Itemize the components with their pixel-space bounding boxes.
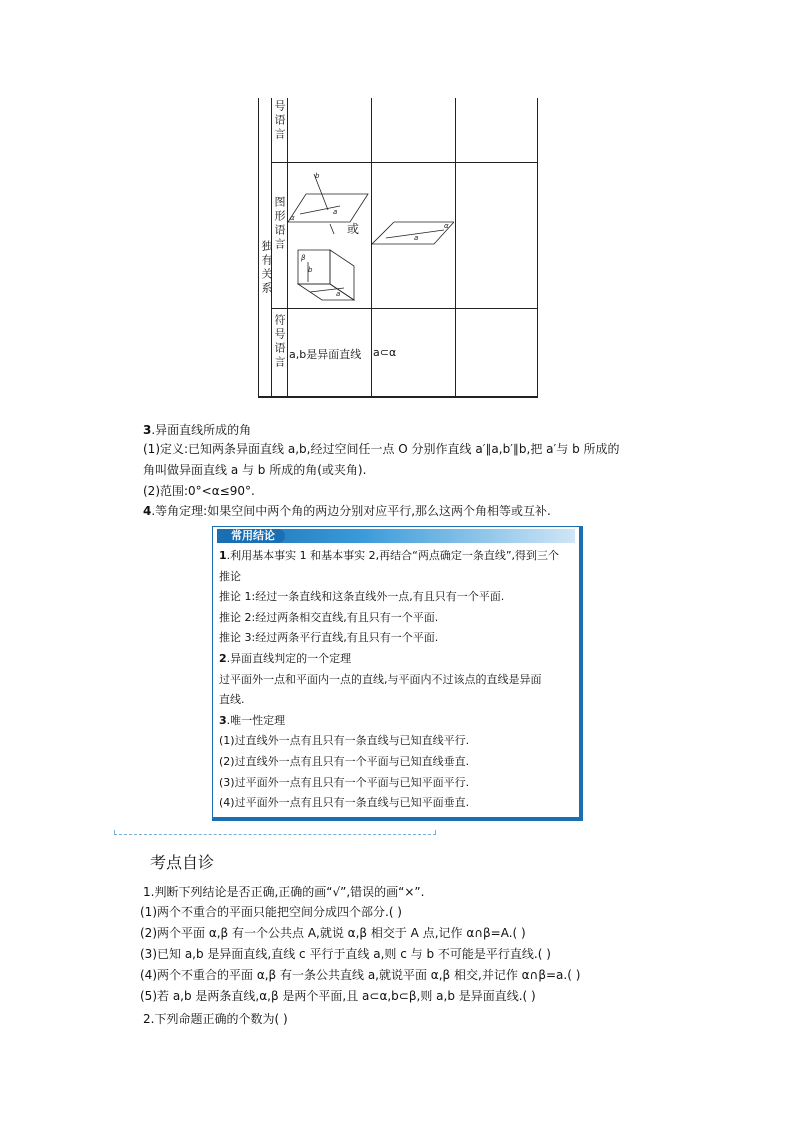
judgement-item: (5)若 a,b 是两条直线,α,β 是两个平面,且 a⊂α,b⊂β,则 a,b 是异面直线.( ) [140,989,536,1003]
label-b: b [315,172,320,180]
box-line: (2)过直线外一点有且只有一个平面与已知直线垂直. [219,755,470,768]
language-table [258,98,538,398]
box-line: 推论 2:经过两条相交直线,有且只有一个平面. [219,610,439,624]
label-a: a [336,290,341,298]
box-line: 过平面外一点和平面内一点的直线,与平面内不过该点的直线是异面 [219,672,542,686]
label-alpha: α [290,214,295,222]
section3-definition: (1)定义:已知两条异面直线 a,b,经过空间任一点 O 分别作直线 a′∥a,b′∥b,把 a′与 b 所成的 [143,442,620,456]
box-header-label: 常用结论 [221,529,285,543]
row-label-figure: 图形语言 [273,196,286,252]
row3-col2: a⊂α [373,346,397,359]
judgement-item: (4)两个不重合的平面 α,β 有一条公共直线 a,就说平面 α,β 相交,并记作 α∩β=a.( ) [140,968,581,982]
label-alpha: α [444,222,449,230]
box-line: (4)过平面外一点有且只有一条直线与已知平面垂直. [219,796,470,810]
question-1: 1.判断下列结论是否正确,正确的画“√”,错误的画“×”. [143,885,425,899]
box-line: (3)过平面外一点有且只有一个平面与已知平面平行. [219,775,470,789]
label-a: a [333,208,338,216]
judgement-item: (1)两个不重合的平面只能把空间分成四个部分.( ) [140,905,402,919]
section-divider [114,830,436,835]
section3-range: (2)范围:0°<α≤90°. [143,484,255,498]
judgement-item: (3)已知 a,b 是异面直线,直线 c 平行于直线 a,则 c 与 b 不可能是平行直线.( ) [140,947,551,961]
box-line: 1.利用基本事实 1 和基本事实 2,再结合“两点确定一条直线”,得到三个 [219,549,560,562]
label-a: a [414,234,419,242]
section3-definition-cont: 角叫做异面直线 a 与 b 所成的角(或夹角). [143,463,367,477]
box-line: 直线. [219,693,245,707]
side-label: 独有关系 [260,240,273,296]
box-line: 推论 [219,569,241,583]
box-line: 3.唯一性定理 [219,713,286,727]
box-line: 推论 3:经过两条平行直线,有且只有一个平面. [219,631,439,645]
box-line: (1)过直线外一点有且只有一条直线与已知直线平行. [219,734,470,748]
box-header-bar [217,529,575,543]
section3-title: 3.异面直线所成的角 [143,423,252,437]
line-in-plane-figure [372,216,454,250]
question-2: 2.下列命题正确的个数为( ) [143,1012,288,1026]
row3-col1: a,b是异面直线 [289,348,362,361]
label-b: b [308,266,313,274]
box-line: 2.异面直线判定的一个定理 [219,652,352,665]
row-label-symbol-part: 号语言 [273,100,286,142]
row-label-symbol: 符号语言 [273,314,286,370]
common-conclusions-box [212,526,583,821]
table-divider [271,308,537,309]
table-divider [271,162,537,163]
box-line: 推论 1:经过一条直线和这条直线外一点,有且只有一个平面. [219,590,505,604]
section4-theorem: 4.等角定理:如果空间中两个角的两边分别对应平行,那么这两个角相等或互补. [143,504,551,518]
label-beta: β [301,254,306,262]
or-text: 或 [347,222,360,236]
judgement-item: (2)两个平面 α,β 有一个公共点 A,就说 α,β 相交于 A 点,记作 α∩β=A.( ) [140,926,526,940]
table-divider [455,98,456,396]
self-test-title: 考点自诊 [150,853,215,872]
